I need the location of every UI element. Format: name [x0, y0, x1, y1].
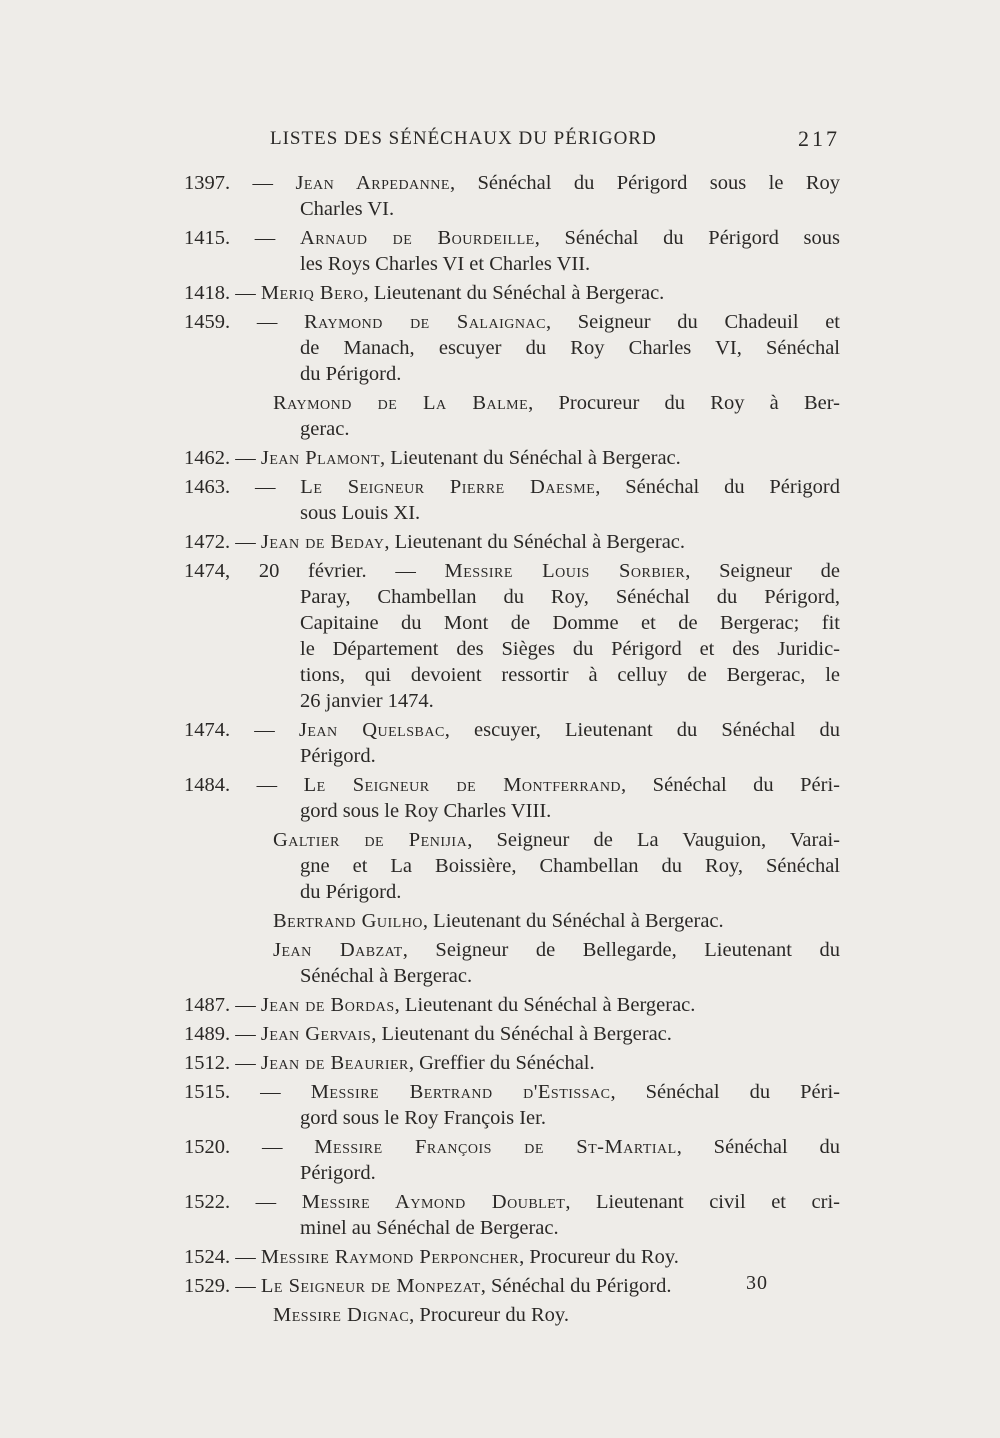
- entry-line: [184, 500, 840, 526]
- entry-text: Charles VI.: [300, 198, 395, 220]
- list-item: [184, 1189, 840, 1241]
- entry-text: gerac.: [300, 418, 350, 440]
- person-name: Raymond de La Balme: [273, 392, 529, 414]
- entry-date: 1459. —: [184, 311, 304, 333]
- list-item: [184, 772, 840, 824]
- person-name: Meriq Bero: [260, 282, 364, 304]
- list-item: [184, 390, 840, 442]
- signature-mark: 30: [746, 1272, 768, 1294]
- entry-line: [184, 827, 840, 853]
- person-name: Jean Dabzat: [273, 939, 403, 961]
- entry-line: [184, 743, 840, 769]
- entry-line: [184, 853, 840, 879]
- entry-line: [184, 717, 840, 743]
- entry-date: 1463. —: [184, 476, 301, 498]
- entry-line: [184, 1079, 840, 1105]
- entry-date: 1462. —: [184, 447, 261, 469]
- entry-line: [184, 1273, 840, 1299]
- entry-text: tions, qui devoient ressortir à celluy de Bergerac, le: [300, 664, 840, 686]
- entry-line: [184, 361, 840, 387]
- entry-line: [184, 1021, 840, 1047]
- entry-text: , Lieutenant du Sénéchal à Bergerac.: [363, 282, 665, 304]
- entry-date: 1515. —: [184, 1081, 311, 1103]
- entry-text: le Département des Sièges du Périgord et des Juridic-: [300, 638, 840, 660]
- list-item: [184, 309, 840, 387]
- person-name: Raymond de Salaignac: [304, 311, 546, 333]
- person-name: Messire Louis Sorbier: [444, 560, 686, 582]
- entry-text: gne et La Boissière, Chambellan du Roy, Sénéchal: [300, 855, 840, 877]
- entry-date: 1472. —: [184, 531, 261, 553]
- entry-text: , Greffier du Sénéchal.: [408, 1052, 595, 1074]
- entry-text: gord sous le Roy François Ier.: [300, 1107, 546, 1129]
- person-name: Jean Quelsbac: [298, 719, 445, 741]
- list-item: [184, 529, 840, 555]
- entry-line: [184, 1105, 840, 1131]
- entry-line: [184, 963, 840, 989]
- entry-date: 1524. —: [184, 1246, 261, 1268]
- entry-line: [184, 937, 840, 963]
- entry-line: [184, 798, 840, 824]
- entry-line: [184, 662, 840, 688]
- entry-text: , Sénéchal du Périgord: [595, 476, 841, 498]
- person-name: Jean de Beaurier: [260, 1052, 409, 1074]
- entry-text: , Lieutenant du Sénéchal à Bergerac.: [384, 531, 686, 553]
- entry-line: [184, 1215, 840, 1241]
- entry-line: [184, 1302, 840, 1328]
- entry-text: , Seigneur de Bellegarde, Lieutenant du: [402, 939, 840, 961]
- entry-text: , Procureur du Roy à Ber-: [528, 392, 840, 414]
- entry-line: [184, 170, 840, 196]
- entry-text: du Périgord.: [300, 363, 402, 385]
- entry-line: [184, 610, 840, 636]
- entry-line: [184, 445, 840, 471]
- entry-line: [184, 251, 840, 277]
- list-item: [184, 170, 840, 222]
- entry-line: [184, 688, 840, 714]
- entry-date: 1484. —: [184, 774, 304, 796]
- list-item: [184, 474, 840, 526]
- list-item: [184, 717, 840, 769]
- entry-line: [184, 335, 840, 361]
- entry-text: Périgord.: [300, 1162, 376, 1184]
- entry-date: 1487. —: [184, 994, 261, 1016]
- list-item: [184, 1134, 840, 1186]
- list-item: [184, 992, 840, 1018]
- entry-text: du Périgord.: [300, 881, 402, 903]
- page-number: 217: [798, 126, 840, 151]
- list-item: [184, 1244, 840, 1270]
- list-item: [184, 1021, 840, 1047]
- person-name: Messire Bertrand d'Estissac: [310, 1081, 611, 1103]
- entry-line: [184, 1244, 840, 1270]
- entry-text: les Roys Charles VI et Charles VII.: [300, 253, 591, 275]
- entries-list: [184, 170, 840, 1331]
- list-item: [184, 1079, 840, 1131]
- entry-line: [184, 992, 840, 1018]
- entry-line: [184, 474, 840, 500]
- entry-line: [184, 225, 840, 251]
- entry-text: minel au Sénéchal de Bergerac.: [300, 1217, 559, 1239]
- person-name: Jean Plamont: [260, 447, 381, 469]
- list-item: [184, 445, 840, 471]
- entry-line: [184, 529, 840, 555]
- entry-text: , Procureur du Roy.: [519, 1246, 679, 1268]
- entry-line: [184, 1160, 840, 1186]
- list-item: [184, 280, 840, 306]
- entry-text: , Lieutenant du Sénéchal à Bergerac.: [394, 994, 696, 1016]
- entry-line: [184, 1189, 840, 1215]
- list-item: [184, 558, 840, 714]
- entry-date: 1529. —: [184, 1275, 261, 1297]
- entry-date: 1474, 20 février. —: [184, 560, 445, 582]
- entry-text: , Lieutenant du Sénéchal à Bergerac.: [422, 910, 724, 932]
- entry-date: 1418. —: [184, 282, 261, 304]
- entry-line: [184, 416, 840, 442]
- entry-date: 1512. —: [184, 1052, 261, 1074]
- entry-line: [184, 1134, 840, 1160]
- entry-line: [184, 636, 840, 662]
- entry-date: 1397. —: [184, 172, 296, 194]
- person-name: Jean de Beday: [260, 531, 385, 553]
- list-item: [184, 225, 840, 277]
- entry-line: [184, 772, 840, 798]
- list-item: [184, 1273, 840, 1299]
- entry-text: , Lieutenant du Sénéchal à Bergerac.: [380, 447, 681, 469]
- list-item: [184, 1302, 840, 1328]
- entry-date: 1474. —: [184, 719, 299, 741]
- entry-text: , Sénéchal du Périgord sous le Roy: [449, 172, 841, 194]
- entry-text: 26 janvier 1474.: [300, 690, 434, 712]
- entry-date: 1522. —: [184, 1191, 302, 1213]
- list-item: [184, 827, 840, 905]
- entry-text: , escuyer, Lieutenant du Sénéchal du: [444, 719, 841, 741]
- entry-text: , Seigneur de: [685, 560, 840, 582]
- entry-text: Sénéchal à Bergerac.: [300, 965, 473, 987]
- list-item: [184, 937, 840, 989]
- entry-line: [184, 879, 840, 905]
- person-name: Bertrand Guilho: [273, 910, 423, 932]
- person-name: Jean Arpedanne: [295, 172, 450, 194]
- person-name: Messire Raymond Perponcher: [260, 1246, 520, 1268]
- entry-text: , Procureur du Roy.: [409, 1304, 569, 1326]
- entry-text: , Sénéchal du Péri-: [610, 1081, 841, 1103]
- entry-text: , Lieutenant civil et cri-: [565, 1191, 840, 1213]
- entry-text: , Seigneur du Chadeuil et: [545, 311, 840, 333]
- entry-text: , Sénéchal du: [676, 1136, 841, 1158]
- person-name: Messire Dignac: [273, 1304, 410, 1326]
- list-item: [184, 1050, 840, 1076]
- entry-date: 1415. —: [184, 227, 300, 249]
- person-name: Le Seigneur Pierre Daesme: [300, 476, 596, 498]
- entry-line: [184, 584, 840, 610]
- entry-text: sous Louis XI.: [300, 502, 421, 524]
- entry-text: , Lieutenant du Sénéchal à Bergerac.: [371, 1023, 672, 1045]
- entry-line: [184, 196, 840, 222]
- entry-text: Paray, Chambellan du Roy, Sénéchal du Périgord,: [300, 586, 840, 608]
- entry-text: , Sénéchal du Périgord.: [480, 1275, 672, 1297]
- person-name: Galtier de Penijia: [273, 829, 468, 851]
- person-name: Messire François de St-Martial: [314, 1136, 677, 1158]
- entry-line: [184, 558, 840, 584]
- entry-text: , Sénéchal du Périgord sous: [534, 227, 841, 249]
- person-name: Messire Aymond Doublet: [301, 1191, 566, 1213]
- person-name: Le Seigneur de Montferrand: [303, 774, 622, 796]
- entry-text: gord sous le Roy Charles VIII.: [300, 800, 552, 822]
- entry-text: Capitaine du Mont de Domme et de Bergerac; fit: [300, 612, 840, 634]
- entry-line: [184, 309, 840, 335]
- entry-text: de Manach, escuyer du Roy Charles VI, Sénéchal: [300, 337, 840, 359]
- entry-text: Périgord.: [300, 745, 376, 767]
- entry-text: , Sénéchal du Péri-: [621, 774, 841, 796]
- entry-line: [184, 1050, 840, 1076]
- entry-line: [184, 908, 840, 934]
- entry-line: [184, 390, 840, 416]
- person-name: Le Seigneur de Monpezat: [260, 1275, 481, 1297]
- entry-date: 1489. —: [184, 1023, 261, 1045]
- person-name: Jean Gervais: [260, 1023, 372, 1045]
- entry-line: [184, 280, 840, 306]
- person-name: Jean de Bordas: [260, 994, 395, 1016]
- list-item: [184, 908, 840, 934]
- running-title: LISTES DES SÉNÉCHAUX DU PÉRIGORD: [270, 128, 657, 149]
- entry-date: 1520. —: [184, 1136, 315, 1158]
- person-name: Arnaud de Bourdeille: [299, 227, 535, 249]
- entry-text: , Seigneur de La Vauguion, Varai-: [467, 829, 840, 851]
